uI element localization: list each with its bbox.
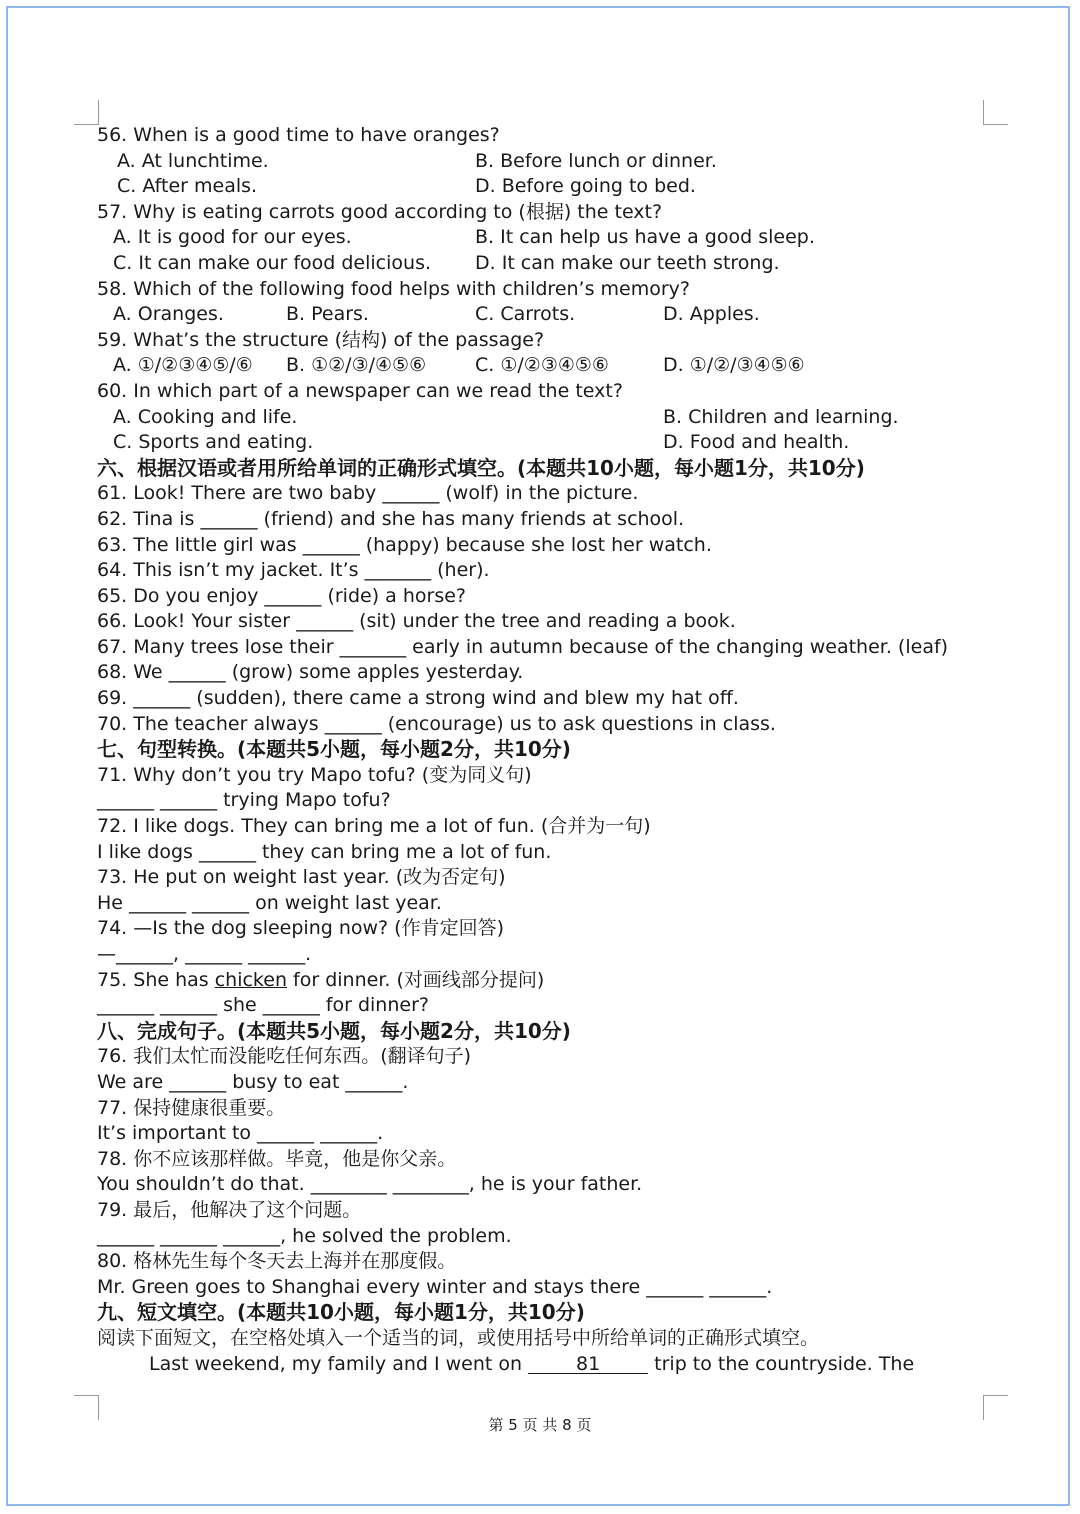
question-60-options [97,405,977,431]
page-number-footer: 第 5 页 共 8 页 [488,1416,592,1434]
question-60-options [97,430,977,456]
passage-text-post: trip to the countryside. The [648,1352,915,1375]
question-69: 69. ______ (sudden), there came a strong wind and blew my hat off. [97,687,739,710]
question-60-stem: 60. In which part of a newspaper can we read the text? [97,379,623,402]
question-80: 80. 格林先生每个冬天去上海并在那度假。 [97,1250,457,1273]
question-71: 71. Why don’t you try Mapo tofu? (变为同义句) [97,763,532,786]
answer-line-72: I like dogs ______ they can bring me a lot of fun. [97,840,552,863]
question-57-options [97,225,977,251]
option-c: C. It can make our food delicious. [113,251,432,274]
section-8-title: 八、完成句子。(本题共5小题，每小题2分，共10分) [97,1018,571,1043]
section-7-title: 七、句型转换。(本题共5小题，每小题2分，共10分) [97,737,571,762]
option-c: C. Carrots. [475,303,576,326]
option-b: B. Before lunch or dinner. [475,149,717,172]
question-74: 74. —Is the dog sleeping now? (作肯定回答) [97,917,504,940]
option-a: A. Cooking and life. [113,405,298,428]
question-76: 76. 我们太忙而没能吃任何东西。(翻译句子) [97,1045,472,1068]
question-72: 72. I like dogs. They can bring me a lot of fun. (合并为一句) [97,815,651,838]
answer-line-76: We are ______ busy to eat ______. [97,1070,409,1093]
question-78: 78. 你不应该那样做。毕竟，他是你父亲。 [97,1147,457,1170]
question-65: 65. Do you enjoy ______ (ride) a horse? [97,584,466,607]
option-b: B. It can help us have a good sleep. [475,226,815,249]
option-d: D. ①/②/③④⑤⑥ [663,354,805,377]
question-64: 64. This isn’t my jacket. It’s _______ (her). [97,559,490,582]
question-58-options [97,302,977,328]
option-c: C. After meals. [117,175,258,198]
question-56-options [97,149,977,175]
option-a: A. It is good for our eyes. [113,226,352,249]
question-68: 68. We ______ (grow) some apples yesterday. [97,661,524,684]
question-61: 61. Look! There are two baby ______ (wolf) in the picture. [97,482,639,505]
option-a: A. At lunchtime. [117,149,269,172]
question-77: 77. 保持健康很重要。 [97,1096,286,1119]
section-9-title: 九、短文填空。(本题共10小题，每小题1分，共10分) [97,1300,585,1325]
option-a: A. ①/②③④⑤/⑥ [113,354,253,377]
option-d: D. It can make our teeth strong. [475,251,780,274]
passage-text-pre: Last weekend, my family and I went on [149,1352,529,1375]
option-d: D. Before going to bed. [475,175,696,198]
option-c: C. ①/②③④⑤⑥ [475,354,609,377]
crop-mark-top-left [74,100,99,125]
section-6-title: 六、根据汉语或者用所给单词的正确形式填空。(本题共10小题，每小题1分，共10分) [97,455,865,480]
option-c: C. Sports and eating. [113,431,314,454]
question-57-options [97,251,977,277]
answer-line-78: You shouldn’t do that. ________ ________, he is your father. [97,1173,643,1196]
q75-text-pre: 75. She has [97,968,215,991]
option-d: D. Apples. [663,303,760,326]
answer-line-79: ______ ______ ______, he solved the problem. [97,1224,512,1247]
answer-line-74: —______, ______ ______. [97,943,312,965]
question-63: 63. The little girl was ______ (happy) because she lost her watch. [97,533,712,556]
section-9-instruction: 阅读下面短文，在空格处填入一个适当的词，或使用括号中所给单词的正确形式填空。 [97,1326,820,1349]
question-57-stem: 57. Why is eating carrots good according to (根据) the text? [97,200,663,223]
option-b: B. ①②/③/④⑤⑥ [286,354,427,377]
passage-first-line [97,1352,977,1378]
answer-line-75: ______ ______ she ______ for dinner? [97,994,429,1017]
answer-line-77: It’s important to ______ ______. [97,1122,384,1145]
question-70: 70. The teacher always ______ (encourage) us to ask questions in class. [97,712,776,735]
answer-line-71: ______ ______ trying Mapo tofu? [97,789,391,812]
question-67: 67. Many trees lose their _______ early in autumn because of the changing weather. (leaf) [97,635,949,658]
question-79: 79. 最后，他解决了这个问题。 [97,1198,362,1221]
question-58-stem: 58. Which of the following food helps with children’s memory? [97,277,690,300]
question-73: 73. He put on weight last year. (改为否定句) [97,866,506,889]
option-d: D. Food and health. [663,431,850,454]
question-66: 66. Look! Your sister ______ (sit) under the tree and reading a book. [97,610,736,633]
question-59-stem: 59. What’s the structure (结构) of the passage? [97,328,545,351]
question-59-options [97,353,977,379]
crop-mark-top-right [983,100,1008,125]
answer-line-73: He ______ ______ on weight last year. [97,891,442,914]
question-56-options [97,174,977,200]
blank-81: 81 [528,1353,648,1374]
q75-text-post: for dinner. (对画线部分提问) [287,968,545,991]
option-b: B. Pears. [286,303,369,326]
q75-underlined-word: chicken [214,968,287,991]
question-62: 62. Tina is ______ (friend) and she has many friends at school. [97,507,685,530]
question-56-stem: 56. When is a good time to have oranges? [97,124,500,146]
option-b: B. Children and learning. [663,405,899,428]
answer-line-80: Mr. Green goes to Shanghai every winter and stays there ______ ______. [97,1275,773,1298]
option-a: A. Oranges. [113,303,224,326]
question-75 [97,968,977,994]
exam-page-content [97,123,977,1377]
